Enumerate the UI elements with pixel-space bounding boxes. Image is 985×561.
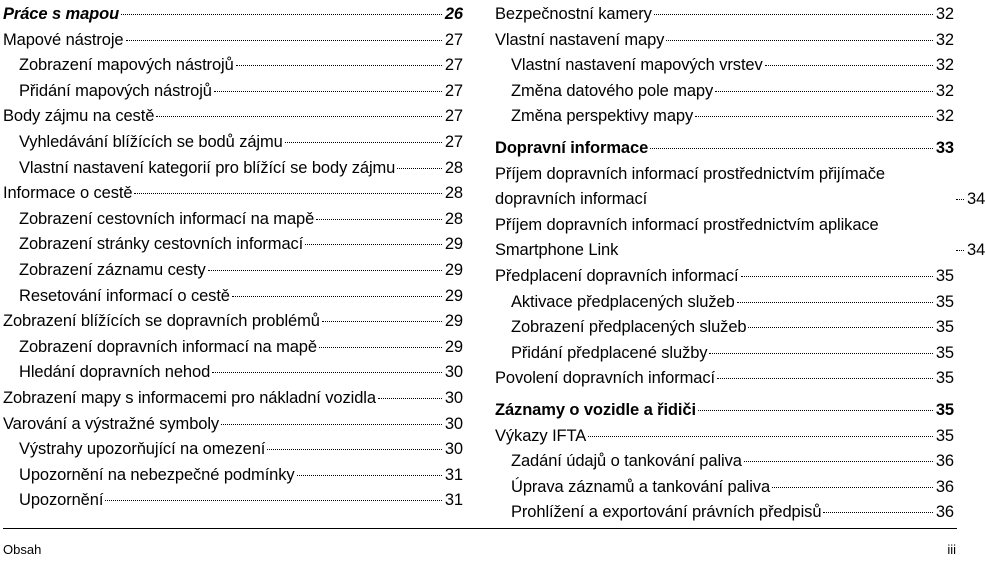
toc-dot-leader xyxy=(765,65,933,66)
toc-entry-title: Výstrahy upozorňující na omezení xyxy=(19,440,266,459)
toc-entry-title: Zobrazení mapových nástrojů xyxy=(19,56,234,75)
toc-entry-page: 29 xyxy=(444,286,463,305)
toc-entry[interactable] xyxy=(3,156,463,182)
toc-entry-page: 35 xyxy=(935,426,954,445)
toc-entry-page: 32 xyxy=(935,5,954,23)
toc-entry-page: 32 xyxy=(935,30,954,49)
toc-dot-leader xyxy=(322,321,442,322)
footer-section-label: Obsah xyxy=(3,542,42,557)
toc-dot-leader xyxy=(121,14,442,15)
toc-entry-title: Vlastní nastavení kategorií pro blížící se body zájmu xyxy=(19,158,396,177)
toc-entry-page: 31 xyxy=(444,491,463,510)
toc-entry-page: 32 xyxy=(935,56,954,75)
toc-entry-title: Vyhledávání blížících se bodů zájmu xyxy=(19,132,283,151)
toc-entry[interactable] xyxy=(3,437,463,463)
toc-entry[interactable] xyxy=(495,104,954,130)
toc-entry[interactable] xyxy=(495,213,985,264)
toc-entry[interactable] xyxy=(495,79,954,105)
toc-entry[interactable] xyxy=(495,449,954,475)
toc-entry[interactable] xyxy=(495,315,954,341)
toc-entry-title: Zadání údajů o tankování paliva xyxy=(511,452,742,471)
toc-entry-title: Práce s mapou xyxy=(3,5,120,23)
toc-dot-leader xyxy=(741,276,933,277)
toc-entry-title: Změna perspektivy mapy xyxy=(511,107,694,126)
toc-dot-leader xyxy=(823,512,932,513)
toc-entry[interactable] xyxy=(3,488,463,514)
toc-entry-title: Zobrazení stránky cestovních informací xyxy=(19,235,304,254)
toc-entry-title: Zobrazení blížících se dopravních problémů xyxy=(3,312,320,331)
toc-entry[interactable] xyxy=(3,79,463,105)
toc-entry[interactable] xyxy=(3,104,463,130)
toc-dot-leader xyxy=(316,219,442,220)
toc-entry[interactable] xyxy=(3,207,463,233)
toc-dot-leader xyxy=(285,142,442,143)
toc-dot-leader xyxy=(319,347,442,348)
toc-entry-page: 30 xyxy=(444,414,463,433)
toc-entry[interactable] xyxy=(3,2,463,28)
toc-entry-title: Body zájmu na cestě xyxy=(3,107,155,126)
toc-entry-page: 27 xyxy=(444,132,463,151)
toc-entry[interactable] xyxy=(495,341,954,367)
toc-entry-page: 28 xyxy=(444,158,463,177)
toc-entry-page: 36 xyxy=(935,477,954,496)
footer-divider xyxy=(3,528,957,529)
toc-entry-title: Zobrazení záznamu cesty xyxy=(19,260,206,279)
toc-dot-leader xyxy=(737,302,933,303)
toc-dot-leader xyxy=(956,199,964,200)
toc-dot-leader xyxy=(236,65,442,66)
toc-entry-title: Upozornění xyxy=(19,491,104,510)
toc-dot-leader xyxy=(588,436,933,437)
toc-dot-leader xyxy=(156,116,442,117)
toc-entry[interactable] xyxy=(3,284,463,310)
toc-entry-page: 36 xyxy=(935,452,954,471)
toc-entry[interactable] xyxy=(3,181,463,207)
toc-entry-page: 27 xyxy=(444,30,463,49)
toc-entry[interactable] xyxy=(3,412,463,438)
toc-entry-title: Mapové nástroje xyxy=(3,30,124,49)
toc-entry-page: 27 xyxy=(444,81,463,100)
toc-dot-leader xyxy=(698,410,933,411)
toc-entry[interactable] xyxy=(3,463,463,489)
toc-entry[interactable] xyxy=(495,264,954,290)
toc-dot-leader xyxy=(378,398,442,399)
toc-dot-leader xyxy=(267,449,442,450)
toc-entry-page: 32 xyxy=(935,107,954,126)
toc-entry-page: 32 xyxy=(935,81,954,100)
toc-entry-page: 30 xyxy=(444,440,463,459)
toc-entry[interactable] xyxy=(3,232,463,258)
toc-entry-page: 28 xyxy=(444,209,463,228)
toc-dot-leader xyxy=(654,14,933,15)
toc-dot-leader xyxy=(134,193,441,194)
toc-entry-page: 35 xyxy=(935,343,954,362)
toc-dot-leader xyxy=(297,475,442,476)
toc-entry-title: Záznamy o vozidle a řidiči xyxy=(495,400,696,419)
toc-dot-leader xyxy=(212,372,442,373)
toc-entry-page: 33 xyxy=(935,138,954,157)
toc-entry-title: Vlastní nastavení mapových vrstev xyxy=(511,56,763,75)
toc-entry-title: Prohlížení a exportování právních předpisů xyxy=(511,503,822,522)
toc-dot-leader xyxy=(126,40,442,41)
toc-entry-page: 29 xyxy=(444,235,463,254)
toc-dot-leader xyxy=(208,270,442,271)
toc-entry[interactable] xyxy=(495,162,985,213)
toc-entry[interactable] xyxy=(3,130,463,156)
toc-entry-title: Předplacení dopravních informací xyxy=(495,266,739,285)
toc-entry-title: Příjem dopravních informací prostřednictvím přijímače xyxy=(495,164,885,183)
toc-entry[interactable] xyxy=(3,386,463,412)
toc-entry-title-continuation: dopravních informací xyxy=(495,190,648,209)
toc-entry-title: Úprava záznamů a tankování paliva xyxy=(511,477,771,496)
toc-entry[interactable] xyxy=(495,290,954,316)
toc-entry[interactable] xyxy=(495,2,954,28)
toc-entry-page: 35 xyxy=(935,369,954,388)
toc-entry[interactable] xyxy=(3,53,463,79)
toc-entry[interactable] xyxy=(495,136,954,162)
toc-entry-title: Informace o cestě xyxy=(3,184,133,203)
toc-entry-title: Povolení dopravních informací xyxy=(495,369,715,388)
toc-entry-title: Zobrazení dopravních informací na mapě xyxy=(19,337,317,356)
toc-dot-leader xyxy=(105,500,442,501)
toc-entry[interactable] xyxy=(495,424,954,450)
toc-entry-page: 29 xyxy=(444,337,463,356)
toc-entry-title: Výkazy IFTA xyxy=(495,426,587,445)
footer-page-number: iii xyxy=(947,542,956,557)
toc-entry-page: 35 xyxy=(935,400,954,419)
toc-entry-page: 36 xyxy=(935,503,954,522)
toc-entry-page: 34 xyxy=(967,190,985,209)
toc-dot-leader xyxy=(717,378,933,379)
toc-dot-leader xyxy=(748,327,932,328)
toc-entry[interactable] xyxy=(3,335,463,361)
toc-entry-page: 28 xyxy=(444,184,463,203)
toc-entry-title: Aktivace předplacených služeb xyxy=(511,292,735,311)
toc-dot-leader xyxy=(666,40,933,41)
toc-dot-leader xyxy=(650,148,933,149)
toc-dot-leader xyxy=(772,487,933,488)
toc-entry[interactable] xyxy=(495,398,954,424)
toc-entry-title: Změna datového pole mapy xyxy=(511,81,714,100)
toc-entry-page: 29 xyxy=(444,312,463,331)
toc-entry-title: Hledání dopravních nehod xyxy=(19,363,211,382)
toc-entry-page: 27 xyxy=(444,56,463,75)
toc-entry-page: 34 xyxy=(967,241,985,260)
toc-entry-title: Zobrazení předplacených služeb xyxy=(511,318,747,337)
toc-entry-page: 31 xyxy=(444,465,463,484)
toc-dot-leader xyxy=(232,296,442,297)
toc-dot-leader xyxy=(221,424,442,425)
toc-dot-leader xyxy=(695,116,933,117)
toc-entry-page: 30 xyxy=(444,363,463,382)
toc-entry-page: 35 xyxy=(935,318,954,337)
toc-entry-page: 27 xyxy=(444,107,463,126)
toc-entry[interactable] xyxy=(3,360,463,386)
toc-entry[interactable] xyxy=(3,28,463,54)
toc-dot-leader xyxy=(305,244,442,245)
toc-dot-leader xyxy=(744,461,933,462)
toc-entry-title: Zobrazení cestovních informací na mapě xyxy=(19,209,315,228)
toc-entry-title: Upozornění na nebezpečné podmínky xyxy=(19,465,295,484)
toc-entry-title-continuation: Smartphone Link xyxy=(495,241,619,260)
toc-entry-page: 30 xyxy=(444,388,463,407)
toc-entry-page: 29 xyxy=(444,260,463,279)
toc-entry-title: Příjem dopravních informací prostřednictvím aplikace xyxy=(495,215,879,234)
toc-entry-title: Dopravní informace xyxy=(495,138,649,157)
toc-dot-leader xyxy=(956,250,964,251)
toc-entry[interactable] xyxy=(495,500,954,526)
toc-entry[interactable] xyxy=(3,309,463,335)
toc-entry-title: Zobrazení mapy s informacemi pro nákladní vozidla xyxy=(3,388,376,407)
toc-right-column xyxy=(495,2,985,526)
toc-entry[interactable] xyxy=(495,475,954,501)
toc-entry[interactable] xyxy=(3,258,463,284)
toc-dot-leader xyxy=(715,91,933,92)
toc-entry-title: Přidání předplacené služby xyxy=(511,343,708,362)
toc-entry-title: Přidání mapových nástrojů xyxy=(19,81,212,100)
toc-left-column xyxy=(3,2,463,514)
toc-entry[interactable] xyxy=(495,366,954,392)
toc-dot-leader xyxy=(397,168,442,169)
toc-entry-title: Resetování informací o cestě xyxy=(19,286,230,305)
toc-entry-title: Varování a výstražné symboly xyxy=(3,414,220,433)
toc-entry[interactable] xyxy=(495,53,954,79)
toc-entry[interactable] xyxy=(495,28,954,54)
toc-entry-page: 35 xyxy=(935,292,954,311)
toc-entry-page: 26 xyxy=(444,5,463,23)
toc-dot-leader xyxy=(709,353,932,354)
toc-dot-leader xyxy=(214,91,442,92)
toc-entry-page: 35 xyxy=(935,266,954,285)
toc-entry-title: Vlastní nastavení mapy xyxy=(495,30,665,49)
toc-entry-title: Bezpečnostní kamery xyxy=(495,5,652,23)
